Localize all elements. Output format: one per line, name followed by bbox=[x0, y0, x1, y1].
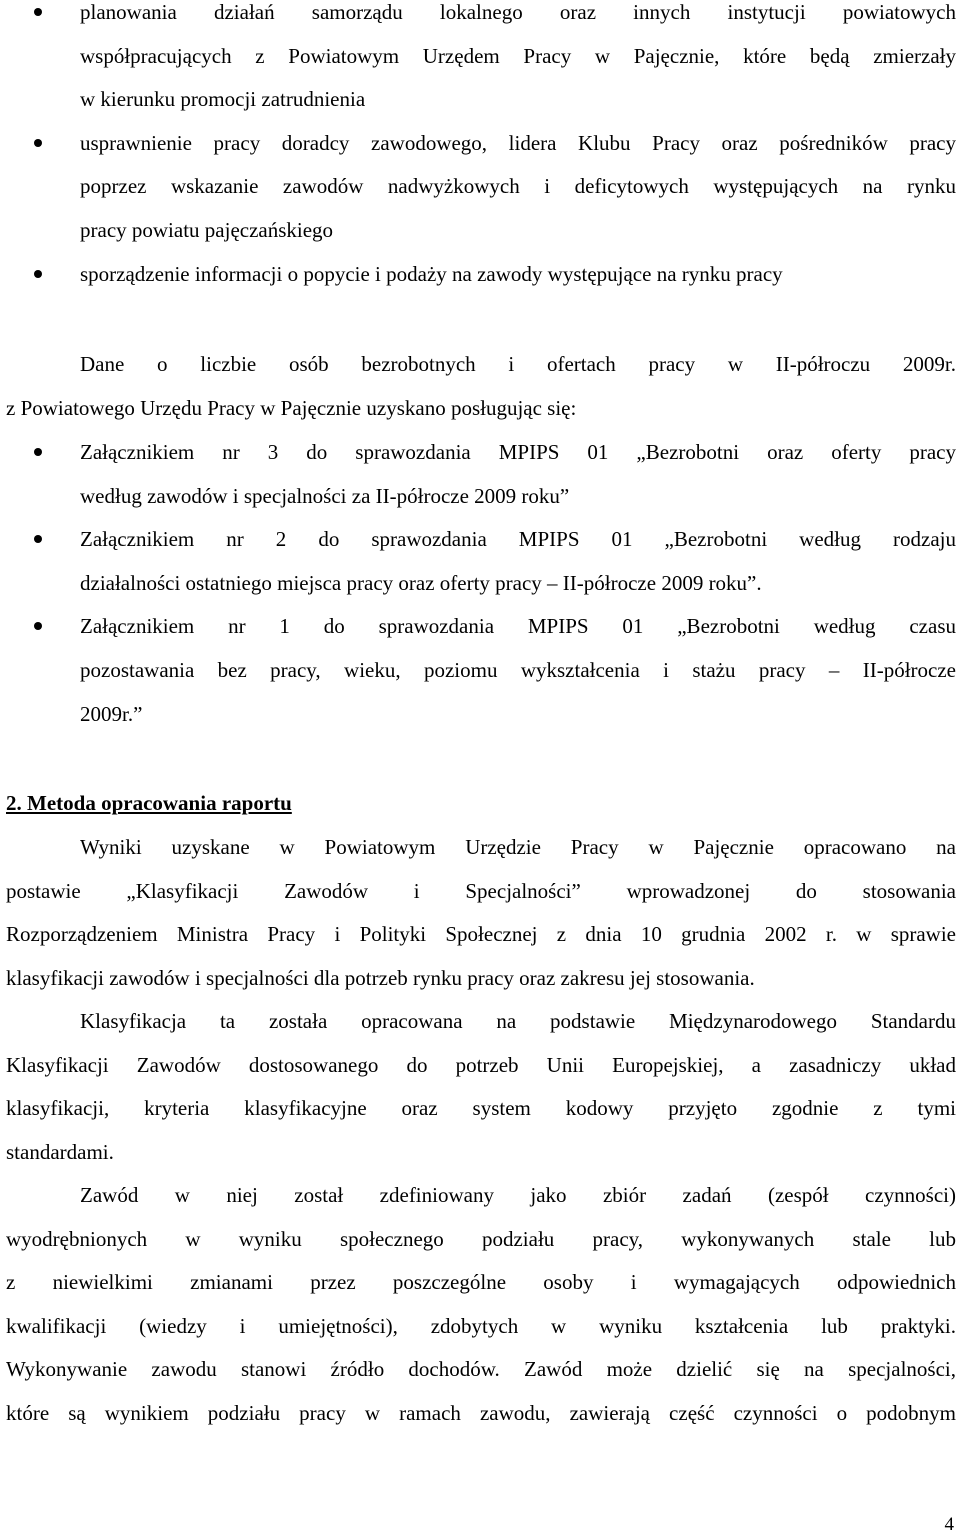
list-item-line: Załącznikiem nr 1 do sprawozdania MPIPS 01 „Bezrobotni według czasu bbox=[80, 614, 956, 639]
bullet-icon bbox=[34, 139, 42, 147]
paragraph-line: klasyfikacji, kryteria klasyfikacyjne oraz system kodowy przyjęto zgodnie z tymi bbox=[6, 1096, 956, 1121]
bullet-icon bbox=[34, 8, 42, 16]
list-item-line: działalności ostatniego miejsca pracy oraz oferty pracy – II-półrocze 2009 roku”. bbox=[80, 570, 762, 595]
list-item-line: usprawnienie pracy doradcy zawodowego, lidera Klubu Pracy oraz pośredników pracy bbox=[80, 130, 956, 155]
paragraph-line: standardami. bbox=[6, 1139, 114, 1164]
bullet-icon bbox=[34, 622, 42, 630]
list-item bbox=[6, 131, 956, 262]
list-item-line: pozostawania bez pracy, wieku, poziomu wykształcenia i stażu pracy – II-półrocze bbox=[80, 657, 956, 682]
bullet-list-top bbox=[6, 0, 956, 305]
paragraph-line: kwalifikacji (wiedzy i umiejętności), zdobytych w wyniku kształcenia lub praktyki. bbox=[6, 1313, 956, 1338]
intro-paragraph bbox=[6, 352, 956, 439]
paragraph-line: Wyniki uzyskane w Powiatowym Urzędzie Pracy w Pajęcznie opracowano na bbox=[80, 835, 956, 859]
bullet-list-sources bbox=[6, 440, 956, 745]
paragraph bbox=[6, 835, 956, 1009]
list-item-line: planowania działań samorządu lokalnego oraz innych instytucji powiatowych bbox=[80, 0, 956, 24]
page-number: 4 bbox=[944, 1514, 954, 1535]
list-item-line: pracy powiatu pajęczańskiego bbox=[80, 217, 334, 242]
list-item bbox=[6, 440, 956, 527]
section-heading: 2. Metoda opracowania raportu bbox=[6, 791, 292, 815]
list-item-line: Załącznikiem nr 3 do sprawozdania MPIPS 01 „Bezrobotni oraz oferty pracy bbox=[80, 440, 956, 464]
paragraph-line: Klasyfikacji Zawodów dostosowanego do potrzeb Unii Europejskiej, a zasadniczy układ bbox=[6, 1052, 956, 1077]
list-item-line: w kierunku promocji zatrudnienia bbox=[80, 87, 366, 112]
paragraph-line: Dane o liczbie osób bezrobotnych i ofertach pracy w II-półroczu 2009r. bbox=[80, 352, 956, 376]
paragraph-line: Klasyfikacja ta została opracowana na podstawie Międzynarodowego Standardu bbox=[80, 1009, 956, 1033]
list-item-line: sporządzenie informacji o popycie i podaży na zawody występujące na rynku pracy bbox=[80, 261, 783, 286]
paragraph-line: postawie „Klasyfikacji Zawodów i Specjalności” wprowadzonej do stosowania bbox=[6, 878, 956, 903]
paragraph-line: wyodrębnionych w wyniku społecznego podziału pracy, wykonywanych stale lub bbox=[6, 1226, 956, 1251]
list-item-line: 2009r.” bbox=[80, 701, 143, 726]
bullet-icon bbox=[34, 535, 42, 543]
list-item-line: poprzez wskazanie zawodów nadwyżkowych i deficytowych występujących na rynku bbox=[80, 174, 956, 199]
bullet-icon bbox=[34, 270, 42, 278]
list-item-line: współpracujących z Powiatowym Urzędem Pracy w Pajęcznie, które będą zmierzały bbox=[80, 43, 956, 68]
list-item-line: według zawodów i specjalności za II-półrocze 2009 roku” bbox=[80, 483, 570, 508]
bullet-icon bbox=[34, 448, 42, 456]
list-item bbox=[6, 262, 956, 306]
paragraph-line: Zawód w niej został zdefiniowany jako zbiór zadań (zespół czynności) bbox=[80, 1183, 956, 1207]
list-item-line: Załącznikiem nr 2 do sprawozdania MPIPS 01 „Bezrobotni według rodzaju bbox=[80, 527, 956, 552]
section-heading-block bbox=[6, 791, 956, 835]
paragraph-line: klasyfikacji zawodów i specjalności dla potrzeb rynku pracy oraz zakresu jej stosowania. bbox=[6, 965, 755, 990]
paragraph-line: Rozporządzeniem Ministra Pracy i Polityki Społecznej z dnia 10 grudnia 2002 r. w sprawie bbox=[6, 922, 956, 947]
paragraph-line: Wykonywanie zawodu stanowi źródło dochodów. Zawód może dzielić się na specjalności, bbox=[6, 1357, 956, 1382]
list-item bbox=[6, 0, 956, 131]
list-item bbox=[6, 527, 956, 614]
paragraph-line: które są wynikiem podziału pracy w ramach zawodu, zawierają część czynności o podobnym bbox=[6, 1400, 956, 1425]
paragraph-line: z niewielkimi zmianami przez poszczególne osoby i wymagających odpowiednich bbox=[6, 1270, 956, 1295]
paragraph-line: z Powiatowego Urzędu Pracy w Pajęcznie uzyskano posługując się: bbox=[6, 395, 577, 420]
list-item bbox=[6, 614, 956, 745]
paragraph bbox=[6, 1183, 956, 1445]
paragraph bbox=[6, 1009, 956, 1183]
